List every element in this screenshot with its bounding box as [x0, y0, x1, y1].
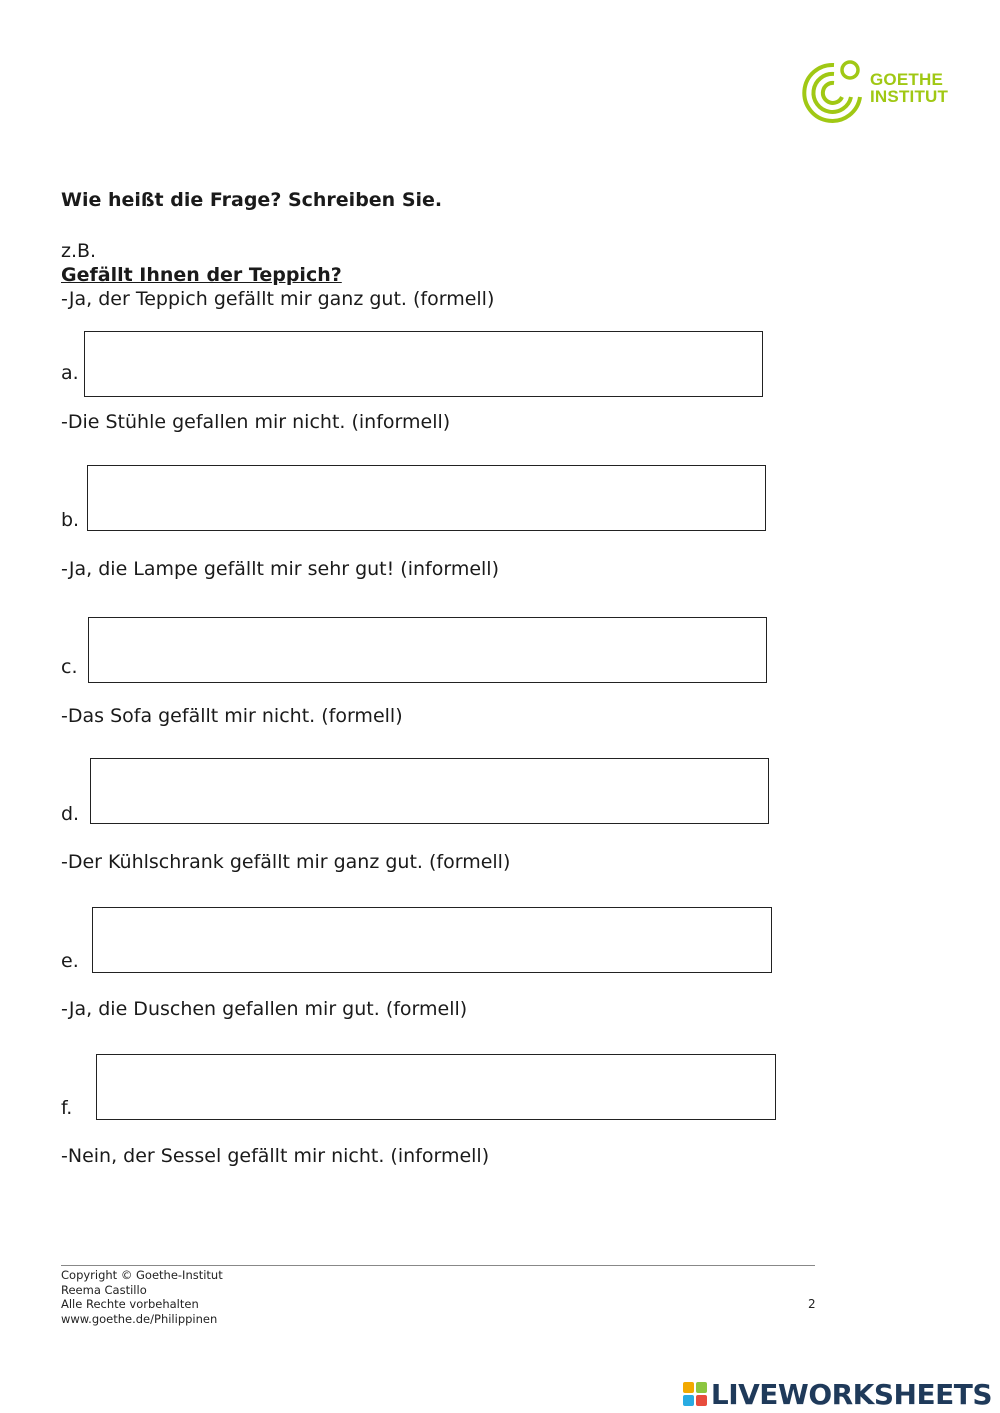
answer-input-a[interactable]: [84, 331, 763, 397]
statement-f: -Nein, der Sessel gefällt mir nicht. (informell): [61, 1145, 490, 1167]
example-answer: -Ja, der Teppich gefällt mir ganz gut. (formell): [61, 288, 495, 310]
statement-e: -Ja, die Duschen gefallen mir gut. (formell): [61, 998, 468, 1020]
item-letter-a: a.: [61, 362, 79, 384]
answer-input-e[interactable]: [92, 907, 772, 973]
statement-b: -Ja, die Lampe gefällt mir sehr gut! (informell): [61, 558, 499, 580]
statement-d: -Der Kühlschrank gefällt mir ganz gut. (formell): [61, 851, 511, 873]
answer-input-c[interactable]: [88, 617, 767, 683]
answer-input-b[interactable]: [87, 465, 766, 531]
footer-copyright: Copyright © Goethe-Institut: [61, 1268, 223, 1282]
example-label: z.B.: [61, 240, 97, 262]
liveworksheets-squares-icon: [683, 1382, 707, 1406]
statement-c: -Das Sofa gefällt mir nicht. (formell): [61, 705, 403, 727]
item-letter-e: e.: [61, 950, 79, 972]
logo-line-1: GOETHE: [870, 70, 943, 89]
logo-line-2: INSTITUT: [870, 87, 949, 106]
footer-author: Reema Castillo: [61, 1282, 147, 1297]
liveworksheets-logo: [683, 1376, 992, 1412]
footer: [61, 1268, 223, 1326]
example-question: Gefällt Ihnen der Teppich?: [61, 264, 342, 286]
item-letter-f: f.: [61, 1097, 73, 1119]
answer-input-f[interactable]: [96, 1054, 776, 1120]
footer-rights: Alle Rechte vorbehalten: [61, 1297, 199, 1312]
item-letter-b: b.: [61, 509, 80, 531]
item-letter-c: c.: [61, 656, 78, 678]
page-number: 2: [808, 1297, 816, 1311]
goethe-spiral-icon: [794, 57, 866, 125]
goethe-institut-logo: [794, 57, 949, 125]
item-letter-d: d.: [61, 803, 80, 825]
footer-divider: [61, 1265, 815, 1266]
answer-input-d[interactable]: [90, 758, 769, 824]
footer-website: www.goethe.de/Philippinen: [61, 1311, 218, 1326]
worksheet-title: Wie heißt die Frage? Schreiben Sie.: [61, 189, 443, 211]
statement-a: -Die Stühle gefallen mir nicht. (informell): [61, 411, 451, 433]
liveworksheets-wordmark: LIVEWORKSHEETS: [710, 1377, 992, 1411]
